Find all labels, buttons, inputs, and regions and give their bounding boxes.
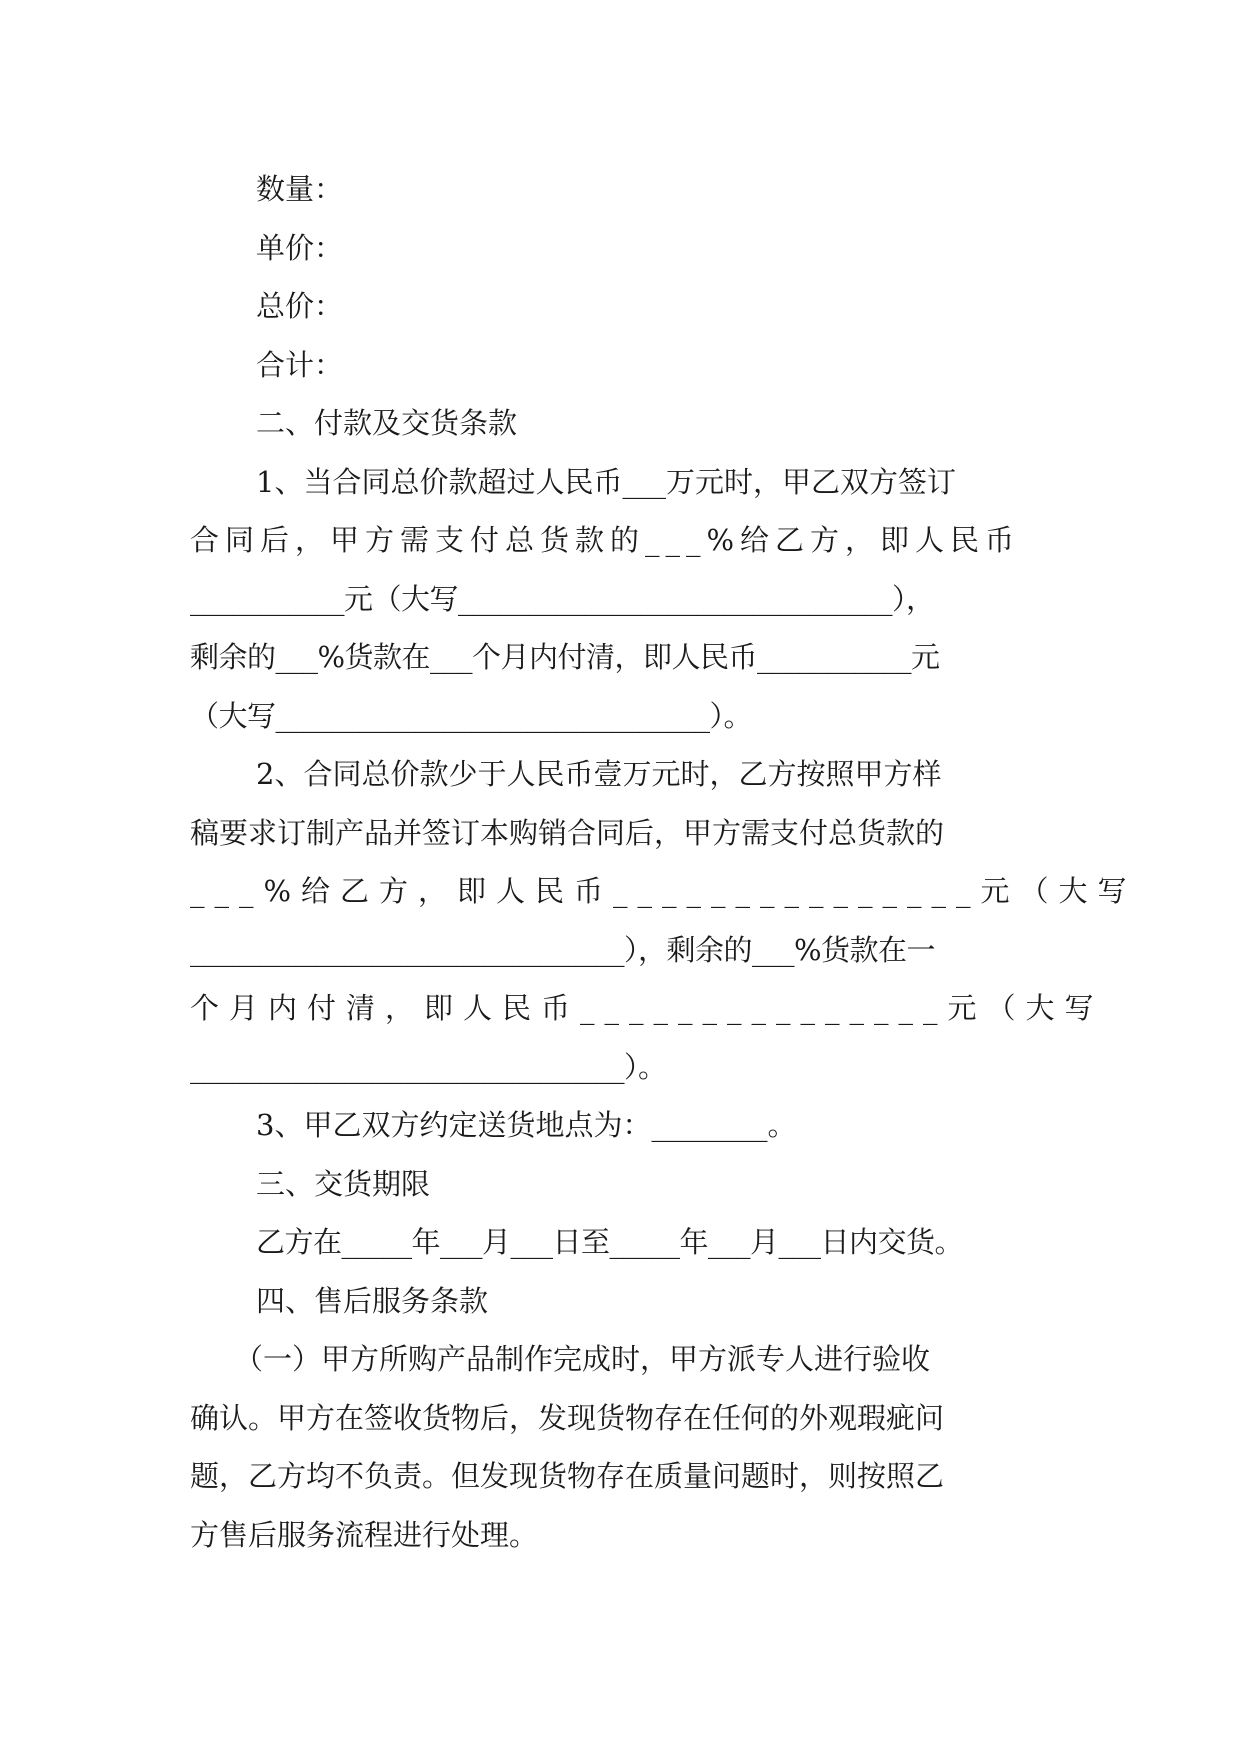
- clause-3-line-1: 3、甲乙双方约定送货地点为：________。: [256, 1108, 797, 1142]
- clause-1-line-5: （大写_______________________________）。: [190, 698, 753, 733]
- field-quantity: 数量：: [256, 172, 344, 206]
- after-sales-line-2: 确认。甲方在签收货物后，发现货物存在任何的外观瑕疵问: [190, 1400, 945, 1435]
- section-heading-delivery-period: 三、交货期限: [256, 1166, 431, 1201]
- clause-2-line-3: ___%给乙方，即人民币_______________元（大写: [190, 874, 1137, 908]
- after-sales-line-3: 题，乙方均不负责。但发现货物存在质量问题时，则按照乙: [190, 1459, 945, 1493]
- clause-2-line-5: 个月内付清，即人民币_______________元（大写: [190, 991, 1104, 1025]
- section-heading-payment: 二、付款及交货条款: [256, 406, 518, 440]
- delivery-period-line: 乙方在_____年___月___日至_____年___月___日内交货。: [256, 1225, 964, 1259]
- after-sales-line-1: （一）甲方所购产品制作完成时，甲方派专人进行验收: [234, 1342, 931, 1376]
- clause-2-line-6: _______________________________）。: [190, 1049, 667, 1084]
- section-heading-after-sales: 四、售后服务条款: [256, 1283, 489, 1318]
- field-total-price: 总价：: [256, 289, 344, 323]
- after-sales-line-4: 方售后服务流程进行处理。: [190, 1517, 539, 1552]
- document-body: [190, 160, 1137, 1564]
- clause-2-line-1: 2、合同总价款少于人民币壹万元时，乙方按照甲方样: [256, 757, 942, 791]
- clause-1-line-1: 1、当合同总价款超过人民币___万元时，甲乙双方签订: [256, 464, 956, 499]
- clause-1-line-4: 剩余的___%货款在___个月内付清，即人民币___________元: [190, 640, 940, 674]
- clause-1-line-3: ___________元（大写_______________________________），: [190, 581, 935, 616]
- field-unit-price: 单价：: [256, 230, 344, 265]
- clause-2-line-4: _______________________________），剩余的___%货款在一: [190, 932, 936, 967]
- clause-1-line-2: 合同后，甲方需支付总货款的___%给乙方，即人民币: [190, 523, 1021, 557]
- clause-2-line-2: 稿要求订制产品并签订本购销合同后，甲方需支付总货款的: [190, 815, 945, 850]
- field-sum: 合计：: [256, 347, 344, 382]
